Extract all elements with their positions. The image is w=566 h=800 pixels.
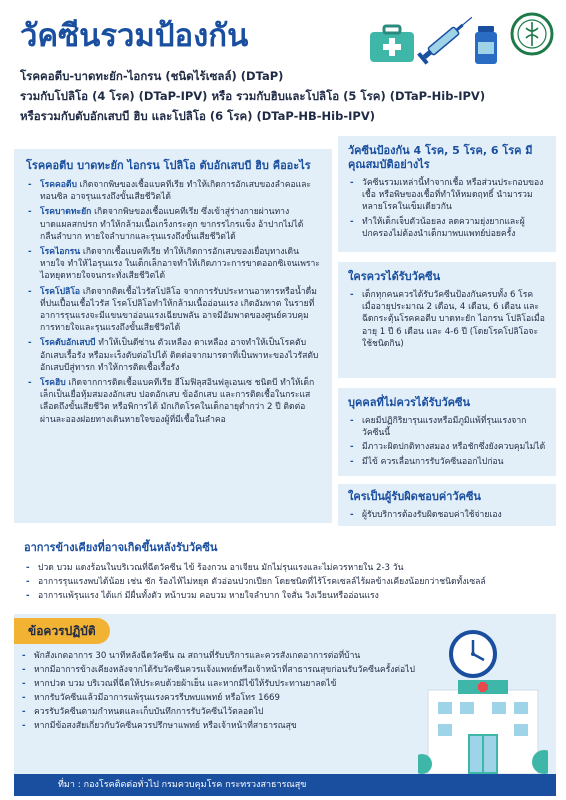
who-should-receive-list [348, 289, 546, 350]
list-item: - พักสังเกตอาการ 30 นาทีหลังฉีดวัคซีน ณ สถานที่รับบริการและควรสังเกตอาการต่อที่บ้าน [20, 650, 420, 662]
cost-responsibility-box [338, 484, 556, 526]
disease-name: โรคโปลิโอ [40, 286, 81, 297]
list-item: - ควรรับวัคซีนตามกำหนดและเก็บบันทึกการรับวัคซีนไว้ตลอดไป [20, 706, 420, 718]
who-should-receive-box [338, 262, 556, 378]
list-item: - มีไข้ ควรเลื่อนการรับวัคซีนออกไปก่อน [348, 456, 546, 468]
list-item [26, 179, 320, 203]
who-should-not-receive-list [348, 415, 546, 468]
list-item: - วัคซีนรวมเหล่านี้ทำจากเชื้อ หรือส่วนประกอบของเชื้อ หรือพิษของเชื้อที่ทำให้หมดฤทธิ์ นำมารวมหลายโรคในเข็มเดียวกัน [348, 177, 546, 214]
list-item: - เคยมีปฏิกิริยารุนแรงหรือมีภูมิแพ้ที่รุนแรงจากวัคซีนนี้ [348, 415, 546, 439]
disease-desc: เกิดจากพิษของเชื้อแบคทีเรีย ทำให้เกิดการอักเสบของลำคอและทอนซิล อาจรุนแรงถึงขั้นเสียชีวิตได้ [40, 180, 312, 203]
list-item: - หากมีอาการข้างเคียงหลังจากได้รับวัคซีนควรแจ้งแพทย์หรือเจ้าหน้าที่สาธารณสุขก่อนรับวัคซีนครั้งต่อไป [20, 664, 420, 676]
disease-desc: เกิดจากพิษของเชื้อแบคทีเรีย ซึ่งเข้าสู่ร่างกายผ่านทางบาดแผลสกปรก ทำให้กล้ามเนื้อเกร็งกระตุก ขากรรไกรแข็ง อ้าปากไม่ได้ กลืนลำบาก หายใจลำบากและรุนแรงถึงขั้นเสียชีวิตได้ [40, 207, 304, 242]
list-item: - หากปวด บวม บริเวณที่ฉีดให้ประคบด้วยผ้าเย็น และหากมีไข้ให้รับประทานยาลดไข้ [20, 678, 420, 690]
who-should-not-receive-title: บุคคลที่ไม่ควรได้รับวัคซีน [348, 396, 471, 409]
hospital-illustration [418, 624, 548, 774]
subtitle-line-2: รวมกับโปลิโอ (4 โรค) (DTaP-IPV) หรือ รวมกับฮิบและโปลิโอ (5 โรค) (DTaP-Hib-IPV) [20, 89, 486, 103]
disease-name: โรคไอกรน [40, 247, 81, 258]
list-item: - อาการแพ้รุนแรง ได้แก่ มีผื่นทั้งตัว หน้าบวม คอบวม หายใจลำบาก ใจสั่น วิงเวียนหรืออ่อนแรง [24, 590, 546, 602]
list-item: - หากมีข้อสงสัยเกี่ยวกับวัคซีนควรปรึกษาแพทย์ หรือเจ้าหน้าที่สาธารณสุข [20, 720, 420, 732]
disease-name: โรคคอตีบ [40, 180, 77, 190]
disease-info-title: โรคคอตีบ บาดทะยัก ไอกรน โปลิโอ ตับอักเสบบี ฮิบ คืออะไร [26, 159, 311, 172]
header-illustration [356, 8, 556, 68]
page-title: วัคซีนรวมป้องกัน [20, 18, 249, 54]
ministry-logo-icon [512, 14, 552, 54]
who-should-not-receive-box [338, 388, 556, 476]
disease-name: โรคตับอักเสบบี [40, 338, 96, 349]
disease-info-box [14, 149, 332, 523]
list-item [26, 286, 320, 335]
cost-responsibility-list [348, 509, 546, 521]
subtitle-line-3: หรือรวมกับตับอักเสบบี ฮิบ และโปลิโอ (6 โรค) (DTaP-HB-Hib-IPV) [20, 109, 375, 123]
vaccine-properties-box [338, 136, 556, 252]
disease-desc: ทำให้เป็นดีซ่าน ตัวเหลือง ตาเหลือง อาจทำให้เป็นโรคตับอักเสบเรื้อรัง หรือมะเร็งตับต่อไปได้ ติดต่อจากมารดาที่เป็นพาหะของไวรัสตับอักเสบบีสู่ทารก ทำให้การติดเชื้อเรื้อรัง [40, 338, 319, 373]
disease-name: โรคบาดทะยัก [40, 207, 92, 218]
hospital-icon [418, 680, 548, 774]
disease-list [26, 179, 320, 426]
vaccine-vial-icon [475, 26, 497, 64]
disease-name: โรคฮิบ [40, 378, 66, 389]
subtitle-line-1: โรคคอตีบ-บาดทะยัก-ไอกรน (ชนิดไร้เซลล์) (DTaP) [20, 69, 284, 83]
cost-responsibility-title: ใครเป็นผู้รับผิดชอบค่าวัคซีน [348, 490, 481, 503]
disease-desc: เกิดจากการติดเชื้อแบคทีเรีย ฮีโมฟิลุสอินฟลูเอนเซ ชนิดบี ทำให้เด็กเล็กเป็นเยื่อหุ้มสมองอักเสบ ปอดอักเสบ ข้ออักเสบ และการติดเชื้อในกระแสเลือดถึงขั้นเสียชีวิต หรือพิการได้ มักเกิดโรคในเด็กอายุต่ำกว่า 2 ปี ติดต่อผ่านละอองฝอยทางเดินหายใจของผู้ที่มีเชื้อในลำคอ [40, 378, 315, 425]
vaccine-properties-list [348, 177, 546, 240]
list-item [26, 206, 320, 243]
practice-list [20, 650, 420, 734]
disease-desc: เกิดจากเชื้อแบคทีเรีย ทำให้เกิดการอักเสบของเยื่อบุทางเดินหายใจ ทำให้ไอรุนแรง ในเด็กเล็กอาจทำให้เกิดภาวะการขาดออกซิเจนเพราะไอหยุดหายใจจนกระทั่งเสียชีวิตได้ [40, 247, 320, 282]
vaccine-properties-title: วัคซีนป้องกัน 4 โรค, 5 โรค, 6 โรค มีคุณสมบัติอย่างไร [348, 144, 533, 171]
side-effects-list [24, 562, 546, 603]
who-should-receive-title: ใครควรได้รับวัคซีน [348, 270, 441, 283]
list-item: - ปวด บวม แดงร้อนในบริเวณที่ฉีดวัคซีน ไข้ ร้องกวน อาเจียน มักไม่รุนแรงและไม่ควรหายใน 2-3 วัน [24, 562, 546, 574]
list-item: - มีภาวะผิดปกติทางสมอง หรือชักซึ่งยังควบคุมไม่ได้ [348, 441, 546, 453]
list-item: - ทำให้เด็กเจ็บตัวน้อยลง ลดความยุ่งยากและผู้ปกครองไม่ต้องนำเด็กมาพบแพทย์บ่อยครั้ง [348, 216, 546, 240]
source-footer: ที่มา : กองโรคติดต่อทั่วไป กรมควบคุมโรค กระทรวงสาธารณสุข [14, 774, 556, 796]
first-aid-kit-icon [370, 26, 414, 62]
list-item: - เด็กทุกคนควรได้รับวัคซีนป้องกันครบทั้ง 6 โรค เมื่ออายุประมาณ 2 เดือน, 4 เดือน, 6 เดือน และฉีดกระตุ้นโรคคอตีบ บาดทะยัก ไอกรน โปลิโอเมื่ออายุ 1 ปี 6 เดือน และ 4-6 ปี (โดยโรคโปลิโอจะใช้ชนิดกิน) [348, 289, 546, 350]
list-item: - อาการรุนแรงพบได้น้อย เช่น ชัก ร้องไห้ไม่หยุด ตัวอ่อนปวกเปียก โดยชนิดที่ไร้โรคเซลล์ไร้ผลข้างเคียงน้อยกว่าชนิดทั้งเซลล์ [24, 576, 546, 588]
side-effects-section [14, 532, 556, 610]
list-item [26, 246, 320, 283]
practice-section [14, 614, 556, 774]
side-effects-title: อาการข้างเคียงที่อาจเกิดขึ้นหลังรับวัคซีน [24, 541, 218, 554]
practice-title: ข้อควรปฏิบัติ [14, 618, 110, 644]
disease-desc: เกิดจากติดเชื้อไวรัสโปลิโอ จากการรับประทานอาหารหรือน้ำดื่มที่ปนเปื้อนเชื้อไวรัส โรคโปลิโอทำให้กล้ามเนื้ออ่อนแรง เกิดอัมพาต ในรายที่อาการรุนแรงจะมีแขนขาอ่อนแรงเฉียบพลัน อาจมีอัมพาตของศูนย์ควบคุมการหายใจและรุนแรงถึงขั้นเสียชีวิตได้ [40, 286, 317, 334]
list-item [26, 337, 320, 374]
list-item [26, 377, 320, 426]
list-item: - หากรับวัคซีนแล้วมีอาการแพ้รุนแรงควรรีบพบแพทย์ หรือโทร 1669 [20, 692, 420, 704]
syringe-icon [417, 12, 476, 64]
list-item: - ผู้รับบริการต้องรับผิดชอบค่าใช้จ่ายเอง [348, 509, 546, 521]
clock-icon [451, 632, 495, 676]
